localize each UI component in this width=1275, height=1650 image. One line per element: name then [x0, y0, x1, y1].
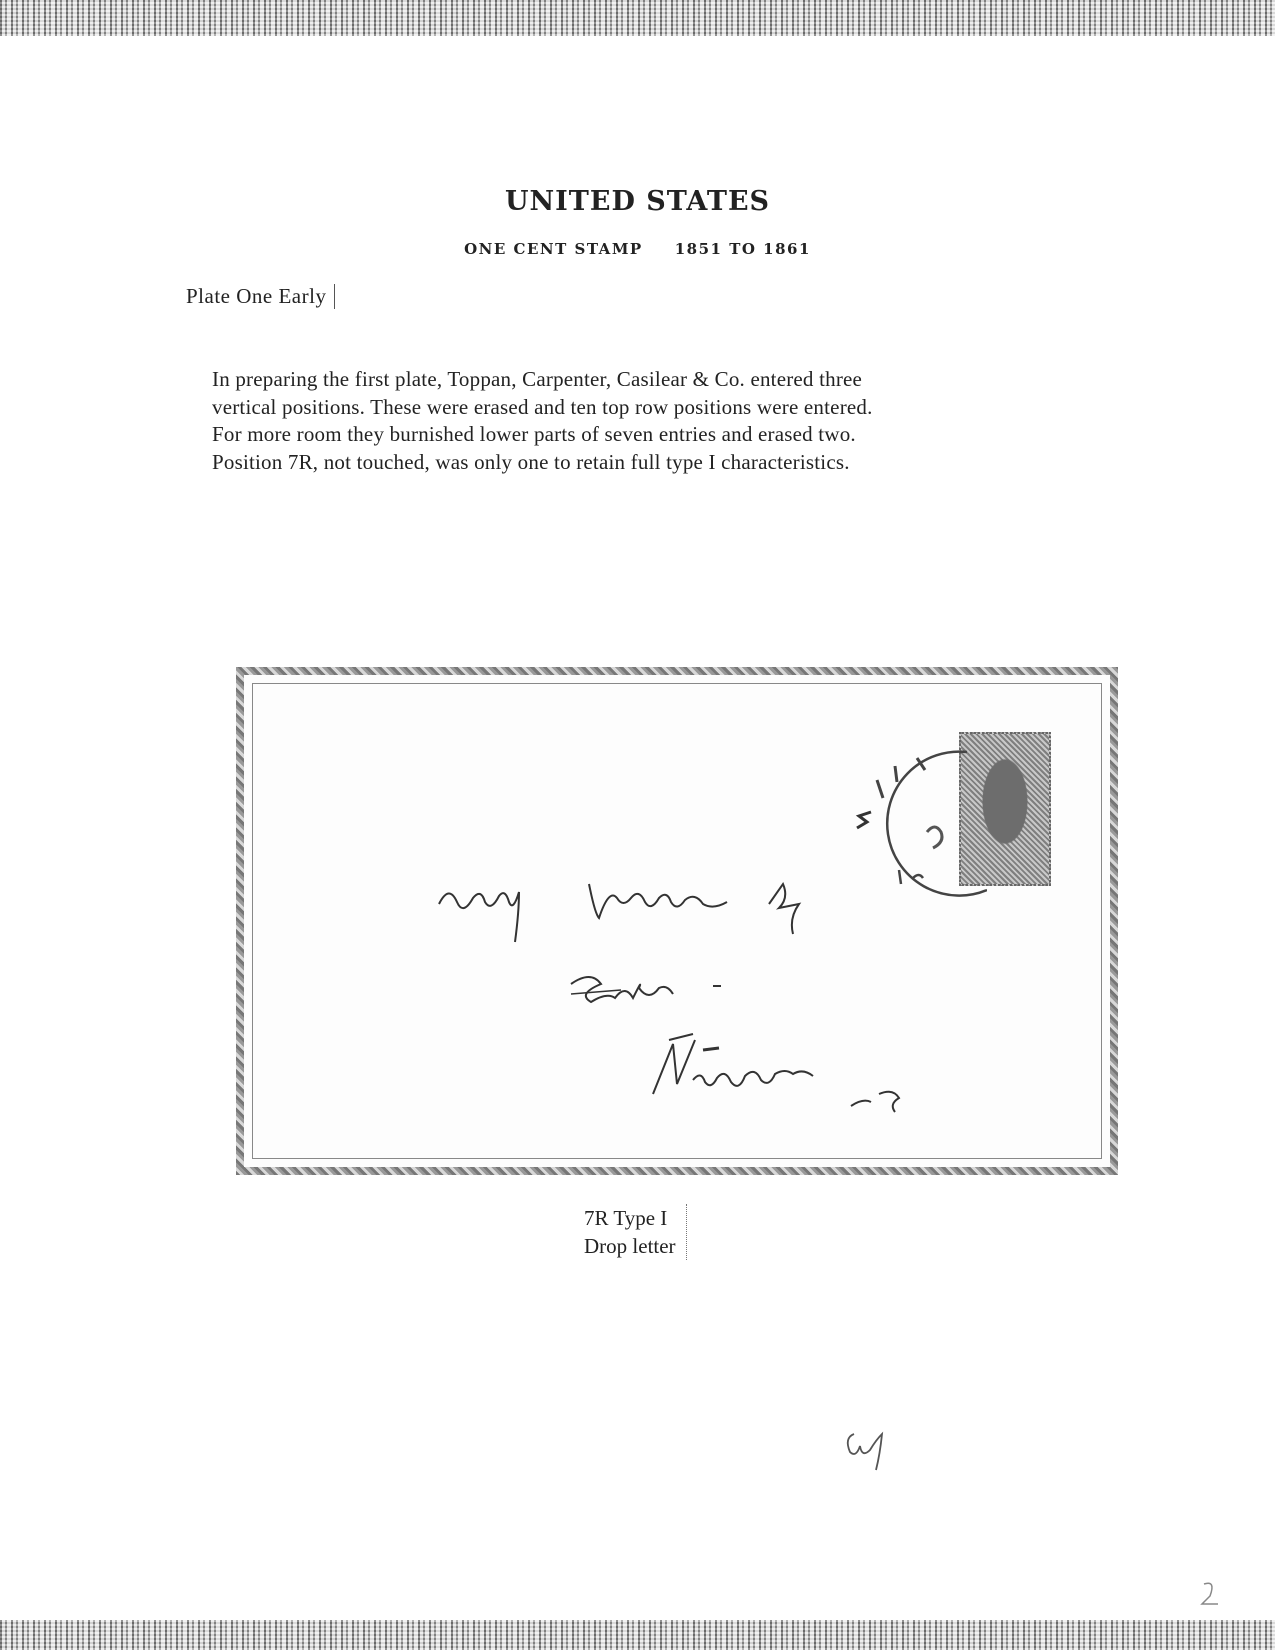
- cover-image: [236, 667, 1118, 1175]
- caption-usage: Drop letter: [584, 1234, 676, 1258]
- description-line: Position 7R, not touched, was only one to retain full type I characteristics.: [212, 449, 850, 474]
- description-line: vertical positions. These were erased and ten top row positions were entered.: [212, 394, 873, 419]
- handwritten-initials: [840, 1420, 890, 1480]
- subtitle-stamp: ONE CENT STAMP: [464, 240, 643, 258]
- caption-position: 7R Type I: [584, 1206, 668, 1230]
- handwritten-address-line: [563, 954, 733, 1014]
- page-title: UNITED STATES: [504, 186, 771, 217]
- description-paragraph: [212, 366, 1130, 476]
- description-line: For more room they burnished lower parts of seven entries and erased two.: [212, 422, 856, 446]
- envelope: [252, 683, 1102, 1159]
- scan-border-bottom: [0, 1620, 1275, 1650]
- section-label: Plate One Early: [186, 284, 335, 309]
- handwritten-page-number: [1196, 1576, 1226, 1606]
- handwritten-address-name: [429, 864, 869, 954]
- page-subtitle: [0, 240, 1275, 258]
- cover-caption: [584, 1204, 687, 1260]
- subtitle-years: 1851 TO 1861: [674, 240, 811, 258]
- handwritten-address-city: [643, 1024, 913, 1124]
- description-line: In preparing the first plate, Toppan, Carpenter, Casilear & Co. entered three: [212, 367, 863, 391]
- scan-border-top: [0, 0, 1275, 36]
